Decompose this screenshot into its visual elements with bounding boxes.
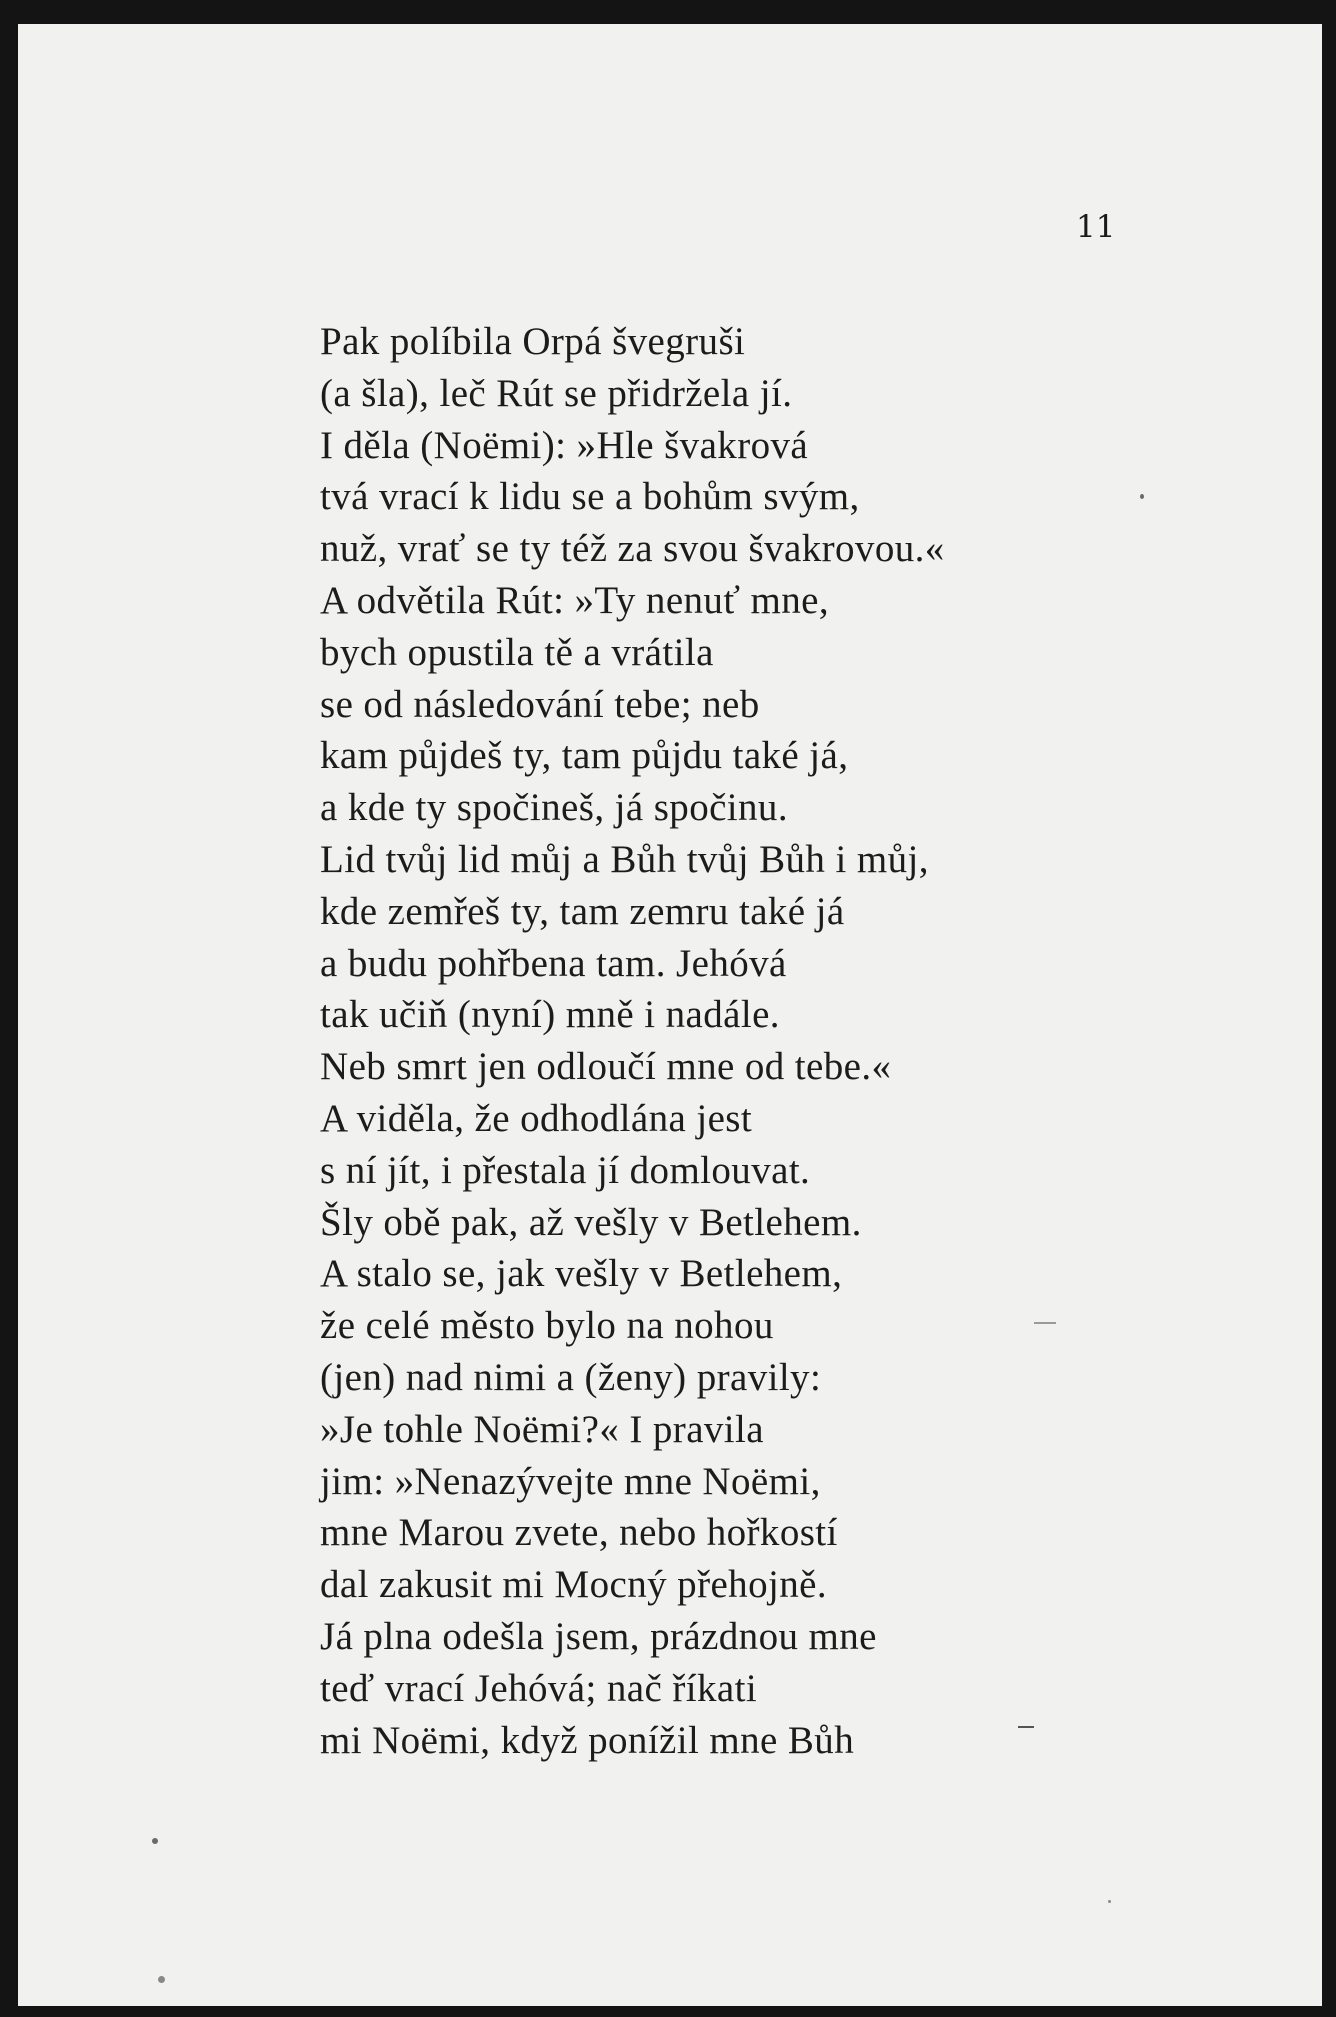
text-line-21: (jen) nad nimi a (ženy) pravily: (320, 1355, 822, 1399)
text-line-17: s ní jít, i přestala jí domlouvat. (320, 1148, 811, 1192)
text-line-6: A odvětila Rút: »Ty nenuť mne, (320, 578, 830, 622)
text-line-9: kam půjdeš ty, tam půjdu také já, (320, 734, 849, 778)
text-line-26: Já plna odešla jsem, prázdnou mne (320, 1614, 877, 1658)
scan-mark (1034, 1322, 1056, 1324)
text-line-3: I děla (Noëmi): »Hle švakrová (320, 423, 809, 467)
dust-speck (152, 1838, 158, 1844)
scan-mark (1018, 1726, 1034, 1728)
text-line-23: jim: »Nenazývejte mne Noëmi, (320, 1459, 821, 1503)
text-line-15: Neb smrt jen odloučí mne od tebe.« (320, 1045, 892, 1089)
text-line-19: A stalo se, jak vešly v Betlehem, (320, 1252, 843, 1296)
text-line-4: tvá vrací k lidu se a bohům svým, (320, 475, 860, 519)
text-line-13: a budu pohřbena tam. Jehóvá (320, 941, 787, 985)
text-line-7: bych opustila tě a vrátila (320, 630, 714, 674)
text-line-2: (a šla), leč Rút se přidržela jí. (320, 371, 793, 415)
text-line-5: nuž, vrať se ty též za svou švakrovou.« (320, 527, 945, 571)
text-line-10: a kde ty spočineš, já spočinu. (320, 786, 788, 830)
text-line-24: mne Marou zvete, nebo hořkostí (320, 1511, 838, 1555)
text-line-11: Lid tvůj lid můj a Bůh tvůj Bůh i můj, (320, 837, 929, 881)
text-line-22: »Je tohle Noëmi?« I pravila (320, 1407, 764, 1451)
text-line-16: A viděla, že odhodlána jest (320, 1096, 753, 1140)
text-line-18: Šly obě pak, až vešly v Betlehem. (320, 1200, 862, 1244)
text-line-27: teď vrací Jehóvá; nač říkati (320, 1666, 758, 1710)
dust-speck (1108, 1900, 1111, 1903)
text-line-20: že celé město bylo na nohou (320, 1304, 774, 1348)
text-line-28: mi Noëmi, když ponížil mne Bůh (320, 1718, 855, 1762)
text-line-12: kde zemřeš ty, tam zemru také já (320, 889, 845, 933)
dust-speck (1140, 494, 1144, 499)
text-line-14: tak učiň (nyní) mně i nadále. (320, 993, 780, 1037)
text-line-1: Pak políbila Orpá švegruši (320, 320, 746, 363)
page-number: 11 (1076, 209, 1116, 245)
book-page (18, 24, 1322, 2006)
text-line-8: se od následování tebe; neb (320, 682, 760, 726)
poem-text (320, 316, 1180, 1766)
text-line-25: dal zakusit mi Mocný přehojně. (320, 1563, 827, 1607)
dust-speck (158, 1976, 165, 1983)
